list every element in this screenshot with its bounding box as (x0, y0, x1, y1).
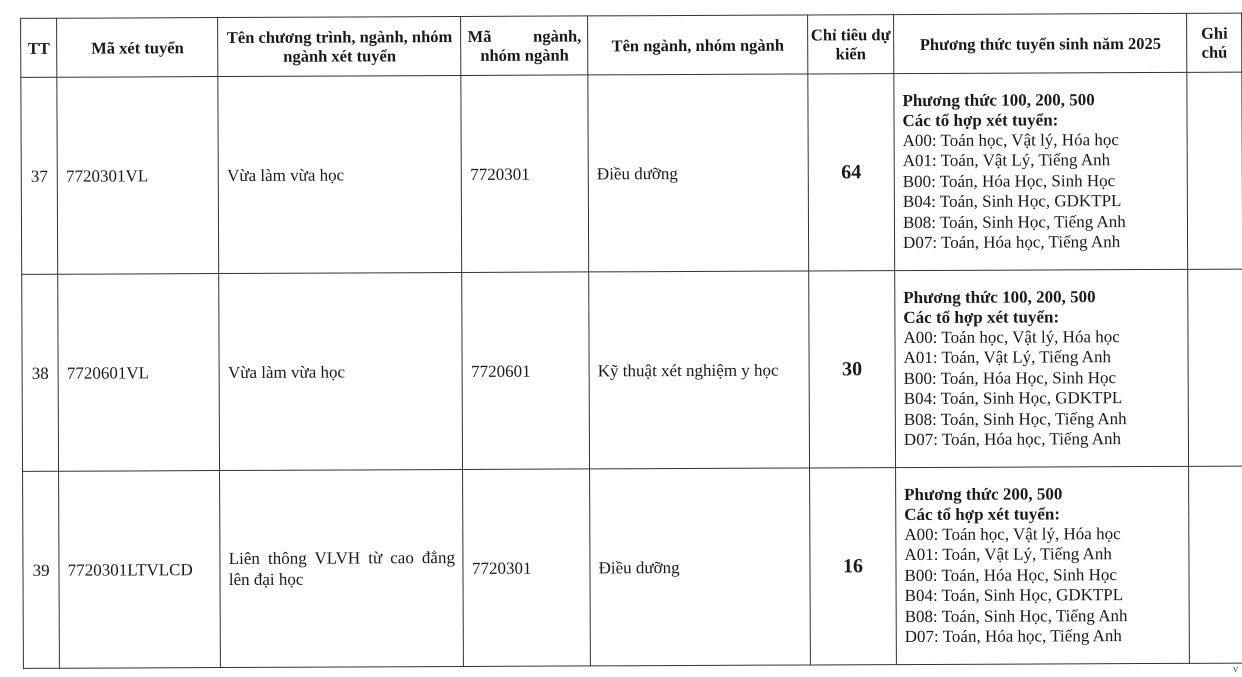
row-major-code: 7720601 (462, 272, 589, 470)
combo-item: B00: Toán, Hóa Học, Sinh Học (903, 367, 1117, 388)
header-major-code (461, 16, 588, 76)
row-tt: 37 (21, 77, 58, 274)
combo-item: B04: Toán, Sinh Học, GDKTPL (904, 585, 1124, 606)
combo-item: A00: Toán học, Vật lý, Hóa học (902, 129, 1119, 150)
corner-mark: ν (1233, 663, 1238, 675)
row-note (1187, 72, 1242, 269)
row-tt: 39 (23, 471, 60, 668)
method-title: Phương thức 100, 200, 500 (903, 286, 1096, 307)
combo-item: B00: Toán, Hóa Học, Sinh Học (902, 170, 1116, 191)
header-row (21, 13, 1242, 77)
row-admission-code: 7720301LTVLCD (59, 471, 221, 669)
row-tt: 38 (22, 274, 59, 471)
row-quota: 30 (809, 271, 896, 468)
combo-item: B04: Toán, Sinh Học, GDKTPL (902, 191, 1122, 212)
combos-title: Các tổ hợp xét tuyển: (902, 109, 1059, 130)
combo-item: A00: Toán học, Vật lý, Hóa học (904, 523, 1121, 544)
combo-item: A00: Toán học, Vật lý, Hóa học (903, 326, 1120, 347)
row-major-code: 7720301 (461, 75, 588, 273)
row-major-name: Điều dưỡng (588, 74, 809, 272)
table-body (21, 72, 1242, 668)
table-row (23, 466, 1242, 668)
row-program-name: Liên thông VLVH từ cao đẳng lên đại học (220, 469, 464, 667)
row-method (896, 466, 1190, 664)
admissions-table (20, 13, 1242, 669)
combo-item: D07: Toán, Hóa học, Tiếng Anh (903, 429, 1122, 450)
row-program-name: Vừa làm vừa học (218, 75, 462, 273)
row-major-code: 7720301 (463, 469, 590, 667)
combo-item: D07: Toán, Hóa học, Tiếng Anh (904, 626, 1122, 647)
header-major-code-word1: Mã (467, 26, 492, 46)
combos-title: Các tổ hợp xét tuyển: (903, 306, 1060, 327)
header-admission-code: Mã xét tuyển (57, 18, 218, 78)
header-program-name: Tên chương trình, ngành, nhóm ngành xét tuyển (218, 16, 461, 76)
method-title: Phương thức 100, 200, 500 (902, 89, 1095, 110)
row-note (1188, 269, 1242, 466)
header-quota: Chỉ tiêu dự kiến (808, 15, 894, 74)
row-note (1189, 466, 1242, 663)
header-major-code-line2: nhóm ngành (480, 45, 569, 65)
row-major-name: Điều dưỡng (590, 468, 811, 666)
combo-item: D07: Toán, Hóa học, Tiếng Anh (902, 232, 1121, 253)
combo-item: A01: Toán, Vật Lý, Tiếng Anh (902, 150, 1111, 171)
row-program-name: Vừa làm vừa học (219, 272, 463, 470)
row-method (894, 72, 1188, 270)
combo-item: B08: Toán, Sinh Học, Tiếng Anh (902, 211, 1126, 232)
header-note: Ghi chú (1187, 13, 1242, 72)
row-quota: 16 (810, 468, 897, 665)
combo-item: B08: Toán, Sinh Học, Tiếng Anh (904, 605, 1128, 626)
row-quota: 64 (808, 74, 895, 271)
table-header (21, 13, 1242, 77)
header-major-code-word2: ngành, (533, 26, 582, 46)
header-tt: TT (21, 18, 58, 77)
row-method (895, 269, 1189, 467)
table-row (21, 72, 1242, 274)
header-major-name: Tên ngành, nhóm ngành (588, 15, 808, 75)
row-admission-code: 7720601VL (58, 274, 220, 472)
table-row (22, 269, 1242, 471)
combo-item: B04: Toán, Sinh Học, GDKTPL (903, 388, 1123, 409)
combo-item: A01: Toán, Vật Lý, Tiếng Anh (903, 347, 1111, 368)
combos-title: Các tổ hợp xét tuyển: (904, 503, 1061, 524)
method-title: Phương thức 200, 500 (904, 483, 1063, 504)
row-admission-code: 7720301VL (57, 77, 219, 275)
combo-item: B08: Toán, Sinh Học, Tiếng Anh (903, 408, 1127, 429)
combo-item: A01: Toán, Vật Lý, Tiếng Anh (904, 544, 1112, 565)
row-major-name: Kỹ thuật xét nghiệm y học (589, 271, 810, 469)
combo-item: B00: Toán, Hóa Học, Sinh Học (904, 564, 1117, 585)
header-method: Phương thức tuyển sinh năm 2025 (894, 13, 1188, 73)
header-major-code-line1 (462, 26, 588, 46)
